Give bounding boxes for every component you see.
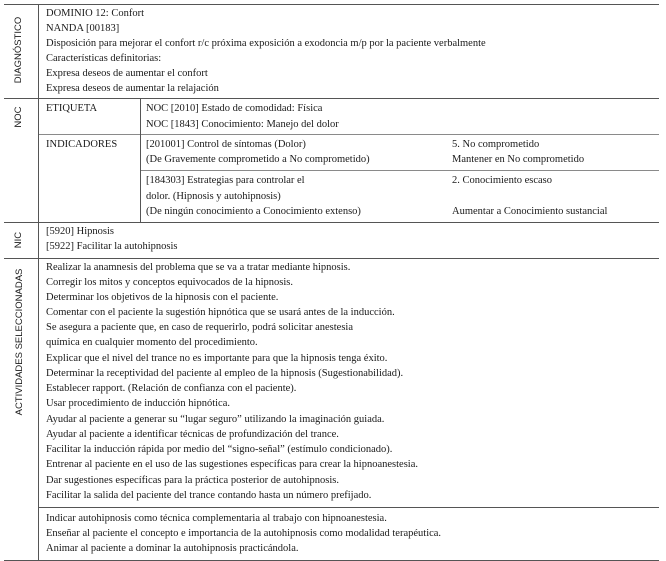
indicador-2-line: (De ningún conocimiento a Conocimiento extenso) — [146, 206, 361, 217]
actividad-item: Determinar los objetivos de la hipnosis con el paciente. — [46, 292, 279, 303]
indicador-1-objetivo: Mantener en No comprometido — [452, 154, 585, 165]
actividad-item: Ayudar al paciente a generar su “lugar seguro” utilizando la imaginación guiada. — [46, 414, 385, 425]
table-top-border — [4, 4, 659, 5]
section-label-actividades: ACTIVIDADES SELECCIONADAS — [14, 268, 25, 416]
actividad-item: Explicar que el nivel del trance no es importante para que la hipnosis tenga éxito. — [46, 353, 388, 364]
actividad-item: Indicar autohipnosis como técnica complementaria al trabajo con hipnoanestesia. — [46, 513, 387, 524]
actividad-item: Enseñar al paciente el concepto e importancia de la autohipnosis como modalidad terapéutica. — [46, 528, 442, 539]
indicador-1-line: [201001] Control de síntomas (Dolor) — [146, 139, 306, 150]
diagnostico-line: Expresa deseos de aumentar el confort — [46, 68, 208, 79]
actividad-item: química en cualquier momento del procedimiento. — [46, 337, 258, 348]
actividad-item: Animar al paciente a dominar la autohipnosis practicándola. — [46, 543, 299, 554]
actividad-item: Comentar con el paciente la sugestión hipnótica que se usará antes de la inducción. — [46, 307, 395, 318]
divider-etiqueta-indicadores — [38, 134, 659, 135]
indicador-1-line: (De Gravemente comprometido a No comprometido) — [146, 154, 370, 165]
nic-line: [5920] Hipnosis — [46, 226, 114, 237]
actividad-item: Dar sugestiones específicas para la práctica posterior de autohipnosis. — [46, 475, 340, 486]
divider-indicador-rows — [140, 170, 659, 171]
actividad-item: Facilitar la salida del paciente del trance contando hasta un número prefijado. — [46, 490, 372, 501]
section-label-column-border — [38, 4, 39, 560]
diagnostico-line: Expresa deseos de aumentar la relajación — [46, 83, 219, 94]
diagnostico-line: Disposición para mejorar el confort r/c próxima exposición a exodoncia m/p por la paciente verbalmente — [46, 38, 486, 49]
indicador-2-line: dolor. (Hipnosis y autohipnosis) — [146, 191, 281, 202]
indicador-2-line: [184303] Estrategias para controlar el — [146, 175, 305, 186]
actividad-item: Se asegura a paciente que, en caso de requerirlo, podrá solicitar anestesia — [46, 322, 353, 333]
nic-line: [5922] Facilitar la autohipnosis — [46, 241, 178, 252]
actividad-item: Realizar la anamnesis del problema que se va a tratar mediante hipnosis. — [46, 262, 351, 273]
divider-nic-actividades — [4, 258, 659, 259]
section-label-nic: NIC — [13, 231, 24, 249]
diagnostico-line: NANDA [00183] — [46, 23, 120, 34]
noc-etiqueta-label: ETIQUETA — [46, 103, 98, 114]
indicador-2-objetivo: Aumentar a Conocimiento sustancial — [452, 206, 608, 217]
noc-label-column-border — [140, 99, 141, 222]
divider-diagnostico-noc — [4, 98, 659, 99]
actividad-item: Establecer rapport. (Relación de confianza con el paciente). — [46, 383, 297, 394]
actividad-item: Corregir los mitos y conceptos equivocados de la hipnosis. — [46, 277, 294, 288]
actividad-item: Determinar la receptividad del paciente al empleo de la hipnosis (Sugestionabilidad). — [46, 368, 404, 379]
actividad-item: Entrenar al paciente en el uso de las sugestiones específicas para crear la hipnoanestesia. — [46, 459, 419, 470]
actividad-item: Ayudar al paciente a identificar técnicas de profundización del trance. — [46, 429, 339, 440]
section-label-noc: NOC — [13, 106, 24, 128]
actividad-item: Facilitar la inducción rápida por medio del “signo-señal” (estímulo condicionado). — [46, 444, 393, 455]
divider-actividades-groups — [38, 507, 659, 508]
divider-noc-nic — [4, 222, 659, 223]
actividad-item: Usar procedimiento de inducción hipnótica. — [46, 398, 230, 409]
section-label-diagnostico: DIAGNÓSTICO — [13, 16, 24, 84]
noc-etiqueta-value: NOC [1843] Conocimiento: Manejo del dolor — [146, 119, 339, 130]
indicador-1-estado: 5. No comprometido — [452, 139, 540, 150]
diagnostico-line: DOMINIO 12: Confort — [46, 8, 144, 19]
noc-etiqueta-value: NOC [2010] Estado de comodidad: Física — [146, 103, 323, 114]
indicador-2-estado: 2. Conocimiento escaso — [452, 175, 553, 186]
noc-indicadores-label: INDICADORES — [46, 139, 118, 150]
diagnostico-line: Características definitorias: — [46, 53, 162, 64]
